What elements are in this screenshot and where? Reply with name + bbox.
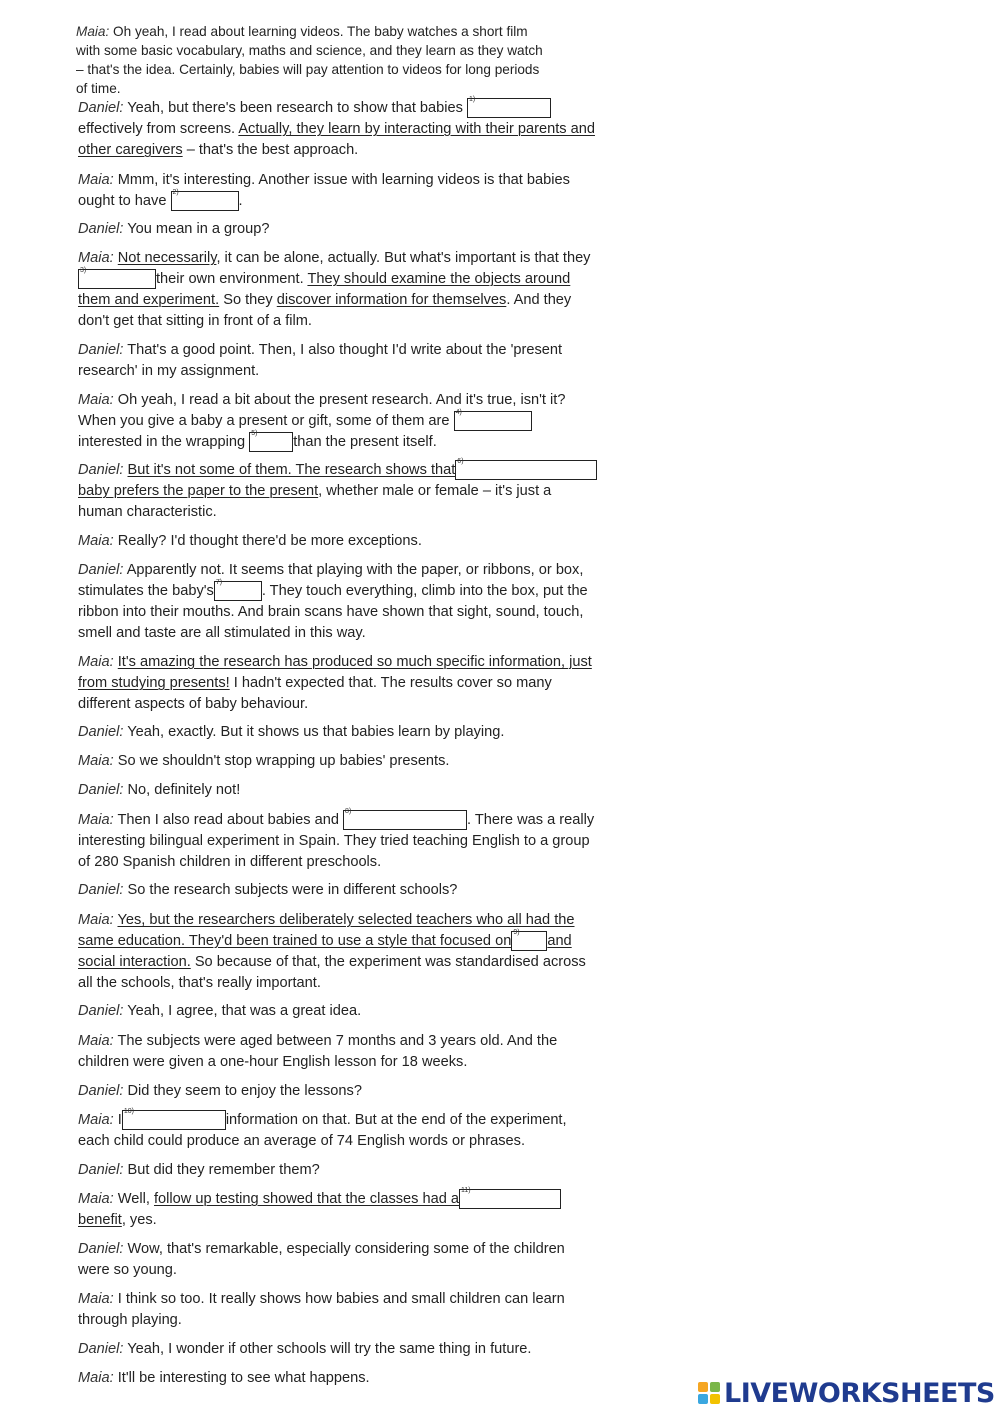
line-text: You mean in a group? bbox=[127, 221, 270, 237]
dialogue-line-27 bbox=[78, 1368, 598, 1389]
dialogue-line-25 bbox=[78, 1289, 598, 1331]
speaker-label: Daniel: bbox=[78, 1083, 124, 1099]
line-text: I hadn't expected that. The results cover so many different aspects of baby behaviour. bbox=[78, 675, 552, 712]
line-text: The subjects were aged between 7 months and 3 years old. And the children were given a one-hour English lesson for 18 weeks. bbox=[78, 1033, 558, 1070]
speaker-label: Maia: bbox=[78, 392, 114, 408]
dialogue-line-23 bbox=[78, 1189, 598, 1231]
line-text: It'll be interesting to see what happens. bbox=[117, 1370, 370, 1386]
speaker-label: Daniel: bbox=[78, 1241, 124, 1257]
logo-square-4 bbox=[710, 1394, 720, 1404]
line-text: Then I also read about babies and bbox=[117, 812, 344, 828]
dialogue-line-8 bbox=[78, 460, 598, 523]
line-text: Yeah, exactly. But it shows us that babies learn by playing. bbox=[127, 724, 505, 740]
line-text: That's a good point. Then, I also thought I'd write about the 'present research' in my assignment. bbox=[78, 342, 563, 379]
underlined-text: baby prefers the paper to the present bbox=[78, 483, 319, 499]
line-text: , yes. bbox=[121, 1212, 157, 1228]
answer-box-2[interactable] bbox=[171, 191, 239, 211]
dialogue-line-19 bbox=[78, 1031, 598, 1073]
underlined-text: follow up testing showed that the classes had a bbox=[153, 1191, 460, 1207]
speaker-label: Maia: bbox=[78, 172, 114, 188]
answer-box-8[interactable] bbox=[343, 810, 467, 830]
speaker-label: Daniel: bbox=[78, 1162, 124, 1178]
gap-number: 8) bbox=[345, 808, 352, 815]
line-text: Oh yeah, I read a bit about the present research. And it's true, isn't it? When you give a baby a present or gift, some of them are bbox=[78, 392, 566, 429]
speaker-label: Daniel: bbox=[78, 342, 124, 358]
underlined-text: Yes, but the researchers deliberately selected teachers who all had the same education. They'd been trained to use a style that focused on bbox=[78, 912, 575, 949]
line-text: interested in the wrapping bbox=[78, 434, 250, 450]
line-text: Yeah, I wonder if other schools will try the same thing in future. bbox=[127, 1341, 532, 1357]
logo-square-2 bbox=[710, 1382, 720, 1392]
gap-number: 2) bbox=[172, 189, 179, 196]
gap-number: 11) bbox=[461, 1187, 471, 1194]
line-text: , whether male or female – it's just a human characteristic. bbox=[78, 483, 552, 520]
dialogue-line-1 bbox=[76, 22, 546, 98]
dialogue-line-24 bbox=[78, 1239, 598, 1281]
line-text: . And they don't get that sitting in front of a film. bbox=[78, 292, 572, 329]
line-text: Well, bbox=[117, 1191, 154, 1207]
underlined-text: discover information for themselves bbox=[276, 292, 507, 308]
answer-box-6[interactable] bbox=[455, 460, 597, 480]
answer-box-1[interactable] bbox=[467, 98, 551, 118]
line-text: Really? I'd thought there'd be more exceptions. bbox=[117, 533, 422, 549]
liveworksheets-logo[interactable] bbox=[698, 1377, 995, 1409]
underlined-text: But it's not some of them. The research shows that bbox=[127, 462, 456, 478]
line-text: I think so too. It really shows how babies and small children can learn through playing. bbox=[78, 1291, 565, 1328]
dialogue-line-7 bbox=[78, 390, 598, 453]
speaker-label: Daniel: bbox=[78, 100, 124, 116]
speaker-label: Maia: bbox=[78, 250, 114, 266]
line-text: Wow, that's remarkable, especially considering some of the children were so young. bbox=[78, 1241, 565, 1278]
speaker-label: Maia: bbox=[78, 1370, 114, 1386]
line-text: – that's the best approach. bbox=[182, 142, 359, 158]
answer-box-3[interactable] bbox=[78, 269, 156, 289]
line-text: So because of that, the experiment was standardised across all the schools, that's really important. bbox=[78, 954, 586, 991]
speaker-label: Daniel: bbox=[78, 724, 124, 740]
answer-box-10[interactable] bbox=[122, 1110, 226, 1130]
line-text: Did they seem to enjoy the lessons? bbox=[127, 1083, 362, 1099]
line-text: Apparently not. It seems that playing with the paper, or ribbons, or box, stimulates the baby's bbox=[78, 562, 584, 599]
line-text: . bbox=[238, 193, 243, 209]
speaker-label: Maia: bbox=[78, 912, 114, 928]
dialogue-line-9 bbox=[78, 531, 598, 552]
speaker-label: Daniel: bbox=[78, 462, 124, 478]
dialogue-line-10 bbox=[78, 560, 598, 644]
logo-text: LIVEWORKSHEETS bbox=[724, 1377, 995, 1409]
speaker-label: Maia: bbox=[78, 1112, 114, 1128]
speaker-label: Daniel: bbox=[78, 562, 124, 578]
dialogue-line-5 bbox=[78, 248, 598, 332]
dialogue-line-17 bbox=[78, 910, 598, 994]
speaker-label: Daniel: bbox=[78, 1341, 124, 1357]
speaker-label: Daniel: bbox=[78, 882, 124, 898]
line-text: information on that. But at the end of the experiment, each child could produce an average of 74 English words or phrases. bbox=[78, 1112, 567, 1149]
gap-number: 9) bbox=[513, 929, 520, 936]
answer-box-11[interactable] bbox=[459, 1189, 561, 1209]
line-text: No, definitely not! bbox=[127, 782, 241, 798]
speaker-label: Maia: bbox=[78, 654, 114, 670]
dialogue-line-3 bbox=[78, 170, 598, 212]
speaker-label: Daniel: bbox=[78, 782, 124, 798]
line-text: effectively from screens. bbox=[78, 121, 239, 137]
answer-box-5[interactable] bbox=[249, 432, 293, 452]
dialogue-line-16 bbox=[78, 880, 598, 901]
underlined-text: Not necessarily bbox=[117, 250, 217, 266]
underlined-text: and social interaction. bbox=[78, 933, 572, 970]
gap-number: 6) bbox=[457, 458, 464, 465]
logo-mark-icon bbox=[698, 1382, 720, 1404]
underlined-text: Actually, they learn by interacting with their parents and other caregivers bbox=[78, 121, 595, 158]
logo-square-3 bbox=[698, 1394, 708, 1404]
dialogue-line-4 bbox=[78, 219, 598, 240]
answer-box-7[interactable] bbox=[214, 581, 262, 601]
answer-box-9[interactable] bbox=[511, 931, 547, 951]
speaker-label: Maia: bbox=[78, 1291, 114, 1307]
gap-number: 5) bbox=[251, 430, 258, 437]
logo-square-1 bbox=[698, 1382, 708, 1392]
line-text: Yeah, but there's been research to show that babies bbox=[127, 100, 467, 116]
line-text: So they bbox=[219, 292, 277, 308]
speaker-label: Daniel: bbox=[78, 1003, 124, 1019]
dialogue-line-21 bbox=[78, 1110, 598, 1152]
speaker-label: Maia: bbox=[78, 1191, 114, 1207]
speaker-label: Daniel: bbox=[78, 221, 124, 237]
line-text: . They touch everything, climb into the box, put the ribbon into their mouths. And brain scans have shown that sight, sound, touch, smell and taste are all stimulated in this way. bbox=[78, 583, 588, 641]
speaker-label: Maia: bbox=[78, 533, 114, 549]
speaker-label: Maia: bbox=[76, 24, 110, 39]
underlined-text: benefit bbox=[78, 1212, 122, 1228]
dialogue-line-18 bbox=[78, 1001, 598, 1022]
dialogue-line-12 bbox=[78, 722, 598, 743]
line-text: So the research subjects were in different schools? bbox=[127, 882, 458, 898]
speaker-label: Maia: bbox=[78, 812, 114, 828]
line-text: So we shouldn't stop wrapping up babies' presents. bbox=[117, 753, 450, 769]
gap-number: 1) bbox=[469, 96, 476, 103]
dialogue-line-20 bbox=[78, 1081, 598, 1102]
underlined-text: They should examine the objects around them and experiment. bbox=[78, 271, 571, 308]
speaker-label: Maia: bbox=[78, 1033, 114, 1049]
line-text: Yeah, I agree, that was a great idea. bbox=[127, 1003, 362, 1019]
underlined-text: It's amazing the research has produced so much specific information, just from studying presents! bbox=[78, 654, 592, 691]
gap-number: 3) bbox=[80, 267, 87, 274]
dialogue-line-6 bbox=[78, 340, 598, 382]
dialogue-line-2 bbox=[78, 98, 598, 161]
line-text: their own environment. bbox=[156, 271, 308, 287]
dialogue-line-26 bbox=[78, 1339, 598, 1360]
line-text: I bbox=[117, 1112, 122, 1128]
line-text: , it can be alone, actually. But what's important is that they bbox=[216, 250, 591, 266]
line-text: Oh yeah, I read about learning videos. The baby watches a short film with some basic vocabulary, maths and science, and they learn as they watch – that's the idea. Certainly, babies will pay attention to videos for long periods of time. bbox=[76, 24, 543, 96]
dialogue-line-22 bbox=[78, 1160, 598, 1181]
dialogue-line-14 bbox=[78, 780, 598, 801]
line-text: But did they remember them? bbox=[127, 1162, 320, 1178]
gap-number: 7) bbox=[215, 579, 223, 586]
gap-number: 4) bbox=[455, 409, 462, 416]
dialogue-line-15 bbox=[78, 810, 598, 873]
line-text: than the present itself. bbox=[293, 434, 437, 450]
gap-number: 10) bbox=[123, 1108, 134, 1115]
speaker-label: Maia: bbox=[78, 753, 114, 769]
line-text: . There was a really interesting bilingual experiment in Spain. They tried teaching English to a group of 280 Spanish children in different preschools. bbox=[78, 812, 595, 870]
line-text: Mmm, it's interesting. Another issue with learning videos is that babies ought to have bbox=[78, 172, 570, 209]
answer-box-4[interactable] bbox=[454, 411, 532, 431]
dialogue-line-11 bbox=[78, 652, 598, 715]
dialogue-line-13 bbox=[78, 751, 598, 772]
